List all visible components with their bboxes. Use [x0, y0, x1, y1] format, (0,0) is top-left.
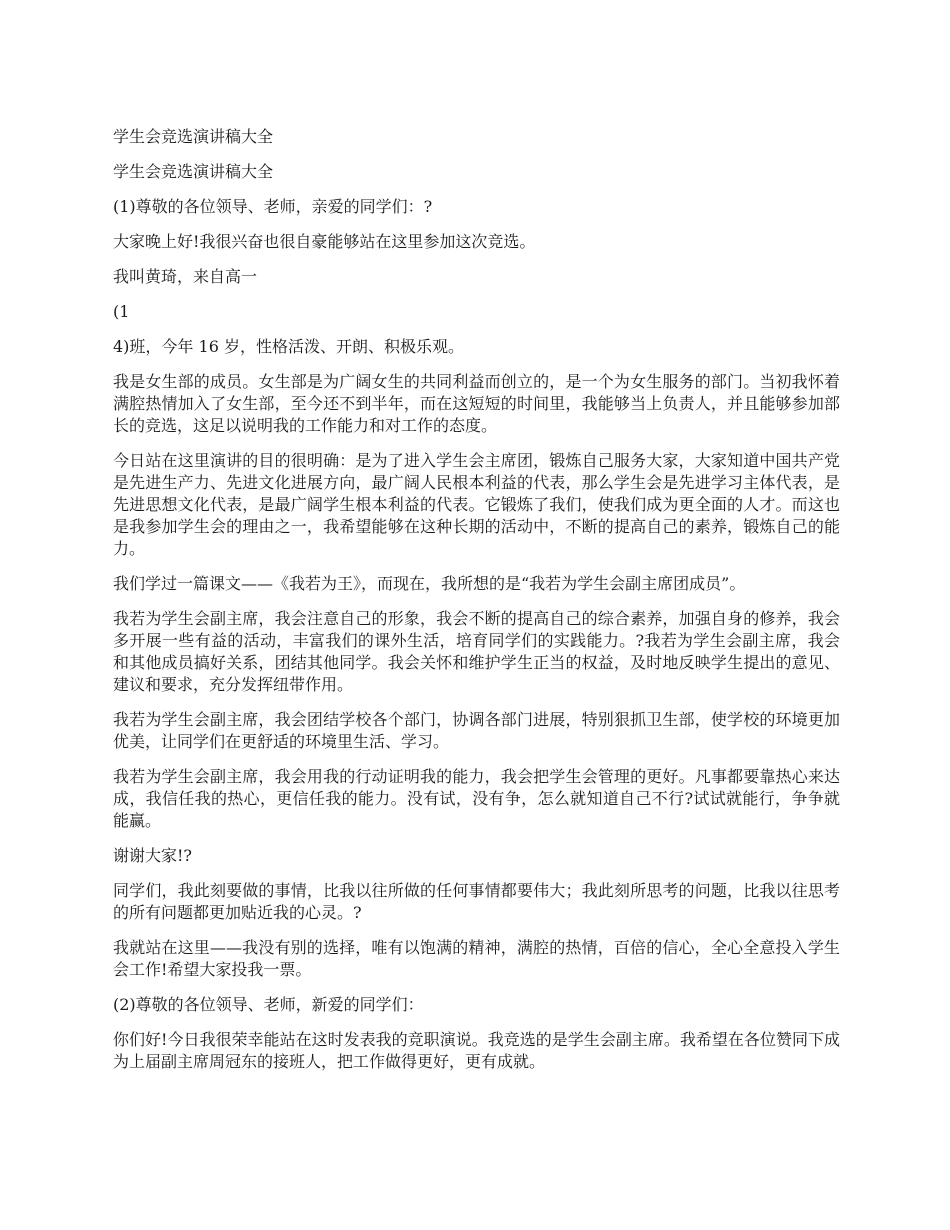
- paragraph: 我就站在这里——我没有别的选择，唯有以饱满的精神，满腔的热情，百倍的信心，全心全意投入学生会工作!希望大家投我一票。: [113, 938, 840, 979]
- paragraph: 今日站在这里演讲的目的很明确：是为了进入学生会主席团，锻炼自己服务大家，大家知道中国共产党是先进生产力、先进文化进展方向，最广阔人民根本利益的代表，那么学生会是先进学习主体代表，是先进思想文化代表，是最广阔学生根本利益的代表。它锻炼了我们，使我们成为更全面的人才。而这也是我参加学生会的理由之一，我希望能够在这种长期的活动中，不断的提高自己的素养，锻炼自己的能力。: [113, 451, 840, 558]
- paragraph: (1: [113, 302, 130, 321]
- paragraph: 我是女生部的成员。女生部是为广阔女生的共同利益而创立的，是一个为女生服务的部门。当初我怀着满腔热情加入了女生部，至今还不到半年，而在这短短的时间里，我能够当上负责人，并且能够参加部长的竞选，这足以说明我的工作能力和对工作的态度。: [113, 372, 840, 435]
- document-subtitle: 学生会竞选演讲稿大全: [113, 162, 274, 181]
- paragraph: (2)尊敬的各位领导、老师，新爱的同学们：: [113, 995, 424, 1014]
- document-title: 学生会竞选演讲稿大全: [113, 127, 274, 146]
- document-body: [113, 126, 840, 1086]
- paragraph: 我若为学生会副主席，我会团结学校各个部门，协调各部门进展，特别狠抓卫生部，使学校的环境更加优美，让同学们在更舒适的环境里生活、学习。: [113, 710, 840, 751]
- paragraph: 我们学过一篇课文——《我若为王》，而现在，我所想的是“我若为学生会副主席团成员”。: [113, 574, 746, 593]
- paragraph: 谢谢大家!?: [113, 846, 193, 865]
- paragraph: 你们好!今日我很荣幸能站在这时发表我的竞职演说。我竞选的是学生会副主席。我希望在各位赞同下成为上届副主席周冠东的接班人，把工作做得更好，更有成就。: [113, 1030, 840, 1071]
- paragraph: 大家晚上好!我很兴奋也很自豪能够站在这里参加这次竞选。: [113, 232, 536, 251]
- paragraph: (1)尊敬的各位领导、老师，亲爱的同学们：?: [113, 197, 433, 216]
- paragraph: 4)班，今年 16 岁，性格活泼、开朗、积极乐观。: [113, 337, 464, 356]
- paragraph: 我若为学生会副主席，我会注意自己的形象，我会不断的提高自己的综合素养，加强自身的修养，我会多开展一些有益的活动，丰富我们的课外生活，培育同学们的实践能力。?我若为学生会副主席，我会和其他成员搞好关系，团结其他同学。我会关怀和维护学生正当的权益，及时地反映学生提出的意见、建议和要求，充分发挥纽带作用。: [113, 609, 840, 694]
- paragraph: 我叫黄琦，来自高一: [113, 267, 258, 286]
- paragraph: 我若为学生会副主席，我会用我的行动证明我的能力，我会把学生会管理的更好。凡事都要靠热心来达成，我信任我的热心，更信任我的能力。没有试，没有争，怎么就知道自己不行?试试就能行，争争就能赢。: [113, 767, 840, 830]
- paragraph: 同学们，我此刻要做的事情，比我以往所做的任何事情都要伟大；我此刻所思考的问题，比我以往思考的所有问题都更加贴近我的心灵。?: [113, 881, 840, 922]
